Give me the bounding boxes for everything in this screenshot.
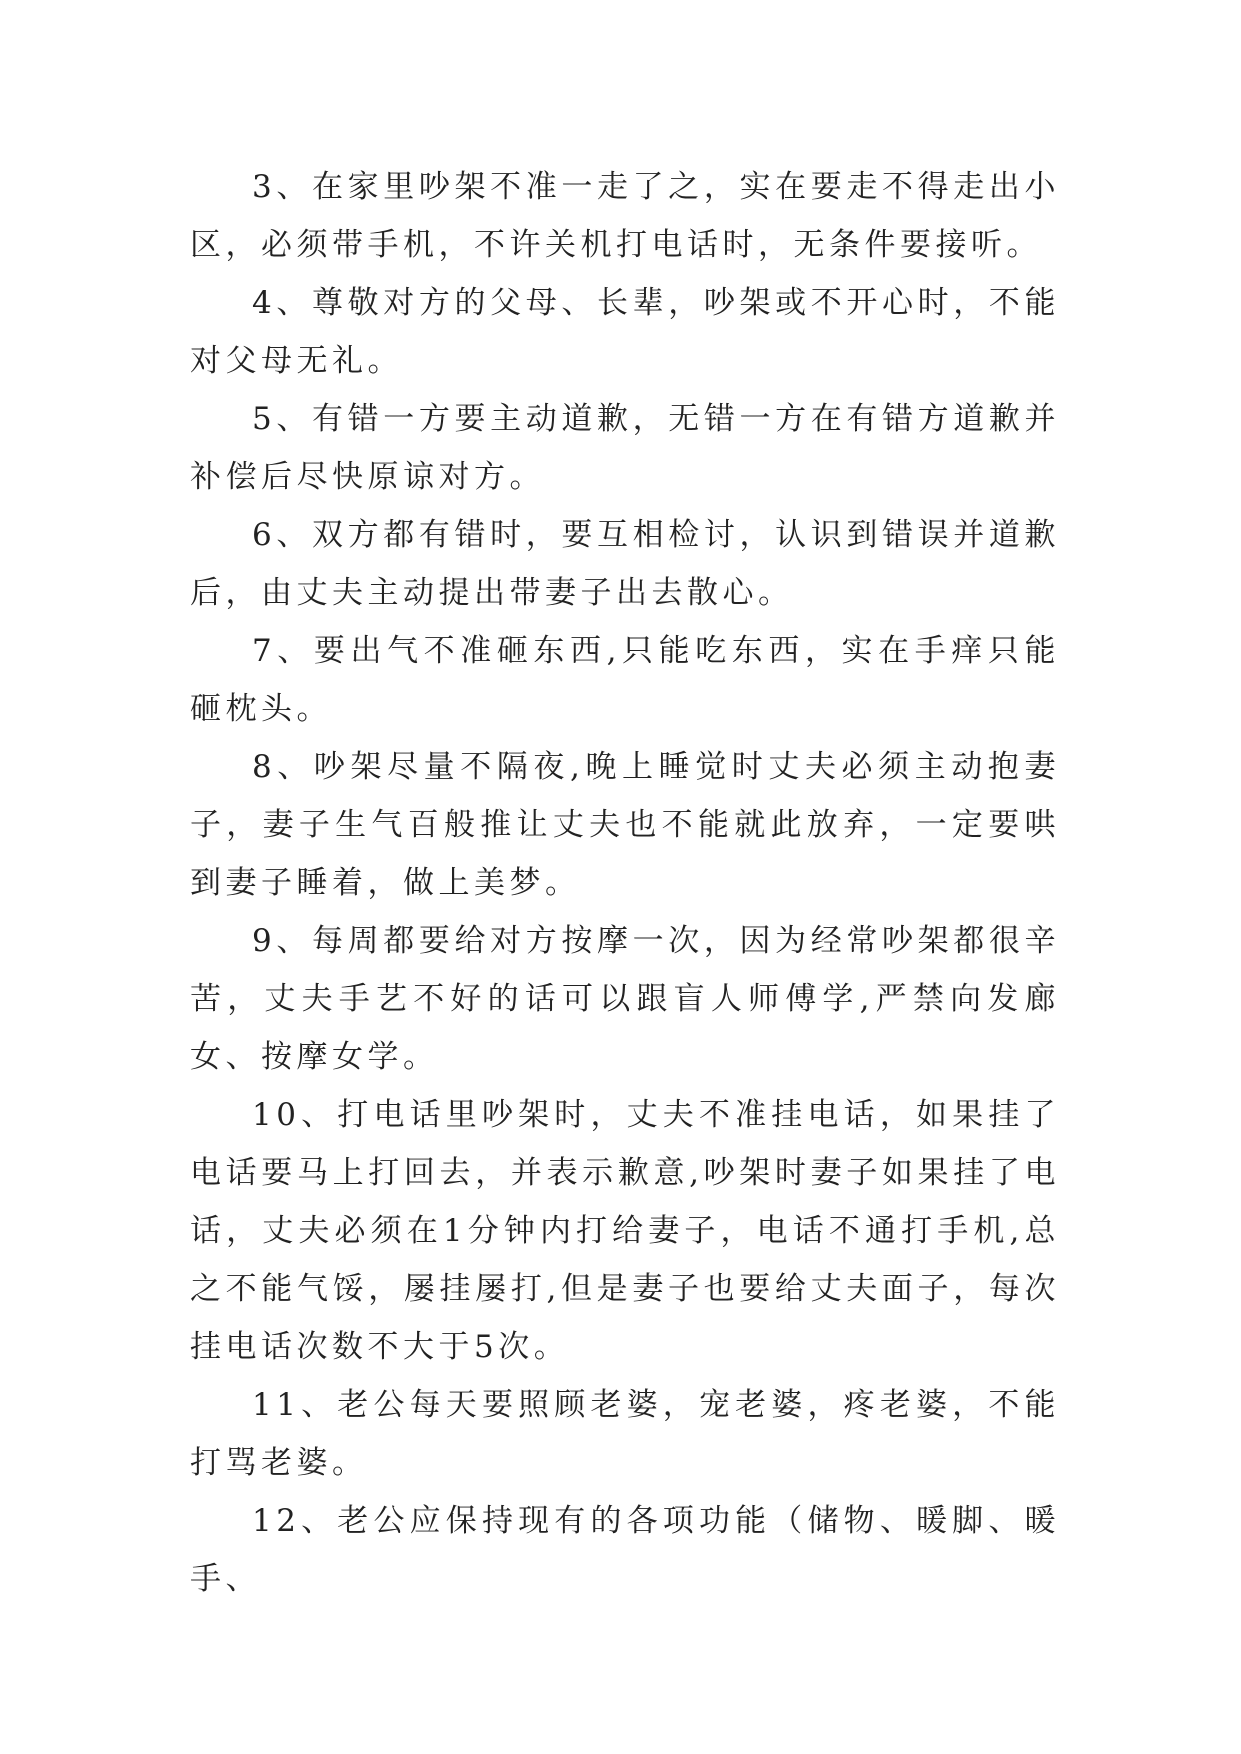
paragraph-rule-3: 3、在家里吵架不准一走了之，实在要走不得走出小区，必须带手机，不许关机打电话时，无条件要接听。 — [190, 169, 1060, 263]
paragraph-rule-9: 9、每周都要给对方按摩一次，因为经常吵架都很辛苦，丈夫手艺不好的话可以跟盲人师傅学,严禁向发廊女、按摩女学。 — [190, 923, 1060, 1075]
paragraph-rule-6: 6、双方都有错时，要互相检讨，认识到错误并道歉后，由丈夫主动提出带妻子出去散心。 — [190, 517, 1060, 611]
document-body — [190, 158, 1060, 1608]
paragraph-rule-10: 10、打电话里吵架时，丈夫不准挂电话，如果挂了电话要马上打回去，并表示歉意,吵架时妻子如果挂了电话，丈夫必须在1分钟内打给妻子，电话不通打手机,总之不能气馁，屡挂屡打,但是妻子也要给丈夫面子，每次挂电话次数不大于5次。 — [190, 1097, 1060, 1365]
paragraph-rule-4: 4、尊敬对方的父母、长辈，吵架或不开心时，不能对父母无礼。 — [190, 285, 1060, 379]
paragraph-rule-12: 12、老公应保持现有的各项功能（储物、暖脚、暖手、 — [190, 1503, 1060, 1597]
paragraph-rule-8: 8、吵架尽量不隔夜,晚上睡觉时丈夫必须主动抱妻子，妻子生气百般推让丈夫也不能就此放弃，一定要哄到妻子睡着，做上美梦。 — [190, 749, 1060, 901]
paragraph-rule-11: 11、老公每天要照顾老婆，宠老婆，疼老婆，不能打骂老婆。 — [190, 1387, 1060, 1481]
paragraph-rule-7: 7、要出气不准砸东西,只能吃东西，实在手痒只能砸枕头。 — [190, 633, 1060, 727]
paragraph-rule-5: 5、有错一方要主动道歉，无错一方在有错方道歉并补偿后尽快原谅对方。 — [190, 401, 1060, 495]
